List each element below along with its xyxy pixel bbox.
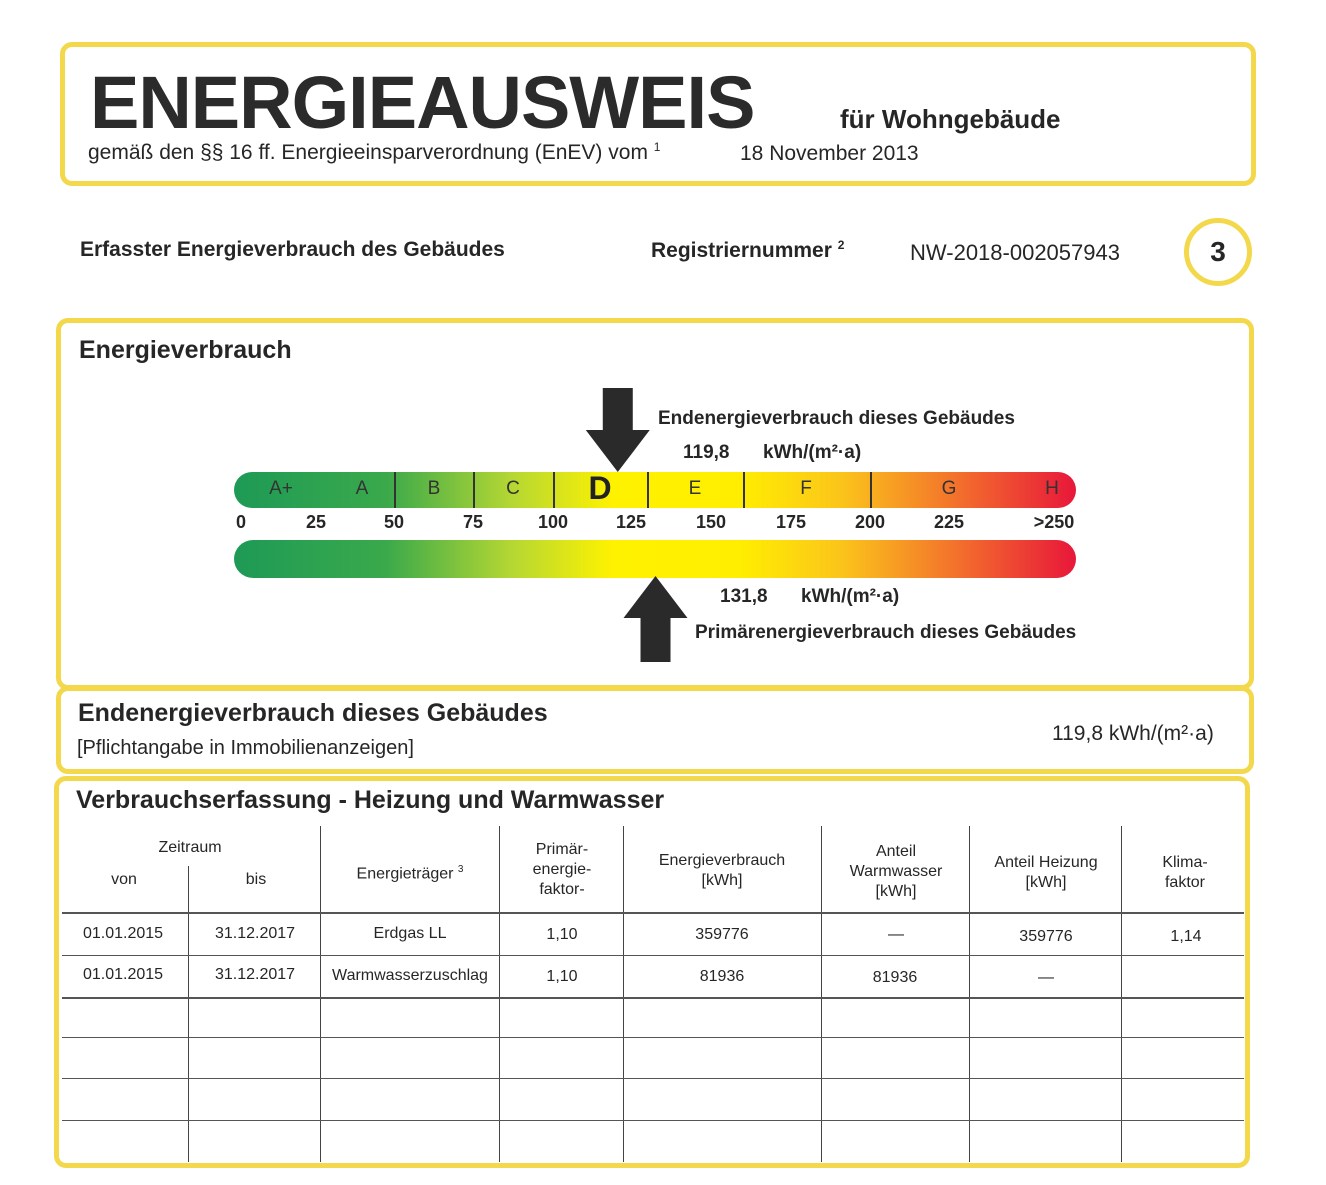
table-cell: —	[1038, 969, 1054, 986]
header-klimafaktor	[1162, 853, 1207, 893]
header-primaerenergiefaktor	[533, 840, 592, 900]
table-row-line	[62, 955, 1244, 956]
table-row-line	[62, 1078, 1244, 1079]
primary-energy-value: 131,8	[720, 586, 768, 607]
header-ww-line-1: Anteil	[875, 843, 917, 860]
table-grid-line	[1121, 826, 1122, 1162]
header-energietraeger	[357, 860, 464, 884]
table-cell: 31.12.2017	[214, 966, 296, 983]
class-separator	[870, 472, 872, 508]
footnote-1: 1	[653, 140, 661, 154]
header-verbrauch-line-2: [kWh]	[701, 872, 743, 889]
scale-tick: 125	[615, 512, 647, 532]
summary-value: 119,8 kWh/(m²·a)	[1052, 722, 1214, 745]
table-cell: 1,10	[546, 968, 578, 985]
primary-energy-label: Primärenergieverbrauch dieses Gebäudes	[695, 622, 1077, 643]
header-primaer-line-3: faktor-	[539, 881, 585, 898]
end-energy-label: Endenergieverbrauch dieses Gebäudes	[658, 408, 1015, 429]
header-primaer-line-2: energie-	[532, 861, 592, 878]
class-separator	[743, 472, 745, 508]
class-label-d: D	[588, 470, 612, 506]
table-cell: 01.01.2015	[82, 925, 164, 942]
table-grid-line	[499, 826, 500, 1162]
header-zeitraum: Zeitraum	[158, 839, 222, 856]
end-energy-unit: kWh/(m²·a)	[763, 442, 862, 463]
class-label-f: F	[800, 478, 812, 499]
class-label-e: E	[688, 478, 702, 499]
table-cell: —	[888, 926, 904, 943]
scale-tick: 150	[695, 512, 727, 532]
class-label-g: G	[941, 478, 957, 499]
header-klima-line-2: faktor	[1164, 874, 1205, 891]
table-header-line	[62, 912, 1244, 914]
page-number-badge: 3	[1184, 218, 1252, 286]
header-energieverbrauch	[659, 851, 785, 891]
energy-section-title: Energieverbrauch	[79, 336, 292, 364]
header-ww-line-2: Warmwasser	[849, 863, 943, 880]
class-label-b: B	[427, 478, 441, 499]
table-row-line	[62, 1037, 1244, 1038]
table-grid-line	[623, 826, 624, 1162]
table-grid-line	[188, 866, 189, 1162]
table-cell: 359776	[1019, 928, 1073, 945]
header-heiz-line-2: [kWh]	[1025, 874, 1067, 891]
value-scale-bar	[234, 540, 1076, 578]
header-anteil-heizung	[994, 853, 1097, 893]
table-title: Verbrauchserfassung - Heizung und Warmwasser	[76, 786, 665, 814]
table-cell: 359776	[695, 926, 749, 943]
table-cell: 81936	[872, 969, 918, 986]
class-separator	[647, 472, 649, 508]
table-cell: Warmwasserzuschlag	[332, 967, 488, 984]
scale-tick: 50	[383, 512, 405, 532]
footnote-3: 3	[457, 864, 464, 875]
registration-number: NW-2018-002057943	[910, 240, 1120, 265]
table-row-line	[62, 1120, 1244, 1121]
header-verbrauch-line-1: Energieverbrauch	[658, 852, 786, 869]
table-grid-line	[969, 826, 970, 1162]
scale-tick: 175	[775, 512, 807, 532]
document-subtitle: für Wohngebäude	[840, 104, 1061, 134]
class-label-h: H	[1045, 478, 1059, 499]
scale-tick: 100	[537, 512, 569, 532]
header-bis: bis	[245, 871, 267, 888]
legal-basis-text: gemäß den §§ 16 ff. Energieeinsparverordnung (EnEV) vom	[88, 141, 648, 164]
header-anteil-warmwasser	[850, 842, 943, 902]
scale-tick: 200	[854, 512, 886, 532]
table-cell: 1,10	[546, 926, 578, 943]
table-grid-line	[320, 826, 321, 1162]
header-ww-line-3: [kWh]	[875, 883, 917, 900]
end-energy-arrow	[586, 388, 650, 472]
scale-tick: 225	[933, 512, 965, 532]
primary-energy-arrow	[624, 576, 688, 662]
section-label: Erfasster Energieverbrauch des Gebäudes	[80, 238, 505, 261]
class-separator	[394, 472, 396, 508]
class-separator	[473, 472, 475, 508]
class-label-c: C	[506, 478, 520, 499]
table-cell: 31.12.2017	[214, 925, 296, 942]
header-klima-line-1: Klima-	[1162, 854, 1208, 871]
header-energietraeger-text: Energieträger	[356, 865, 454, 883]
class-label-a: A	[355, 478, 369, 499]
table-cell: 01.01.2015	[82, 966, 164, 983]
table-row-line	[62, 997, 1244, 999]
end-energy-value: 119,8	[683, 442, 730, 463]
table-grid-line	[821, 826, 822, 1162]
header-von: von	[111, 871, 137, 888]
class-separator	[553, 472, 555, 508]
registration-label-text: Registriernummer	[651, 239, 832, 262]
header-heiz-line-1: Anteil Heizung	[994, 854, 1098, 871]
enev-date: 18 November 2013	[740, 142, 919, 165]
scale-tick: 25	[305, 512, 327, 532]
table-cell: 81936	[699, 968, 745, 985]
summary-title: Endenergieverbrauch dieses Gebäudes	[78, 699, 548, 727]
class-label-a-plus: A+	[269, 478, 293, 499]
summary-note: [Pflichtangabe in Immobilienanzeigen]	[77, 737, 414, 759]
scale-tick: >250	[1033, 512, 1075, 532]
header-primaer-line-1: Primär-	[535, 841, 589, 858]
document-title: ENERGIEAUSWEIS	[90, 61, 755, 144]
primary-energy-unit: kWh/(m²·a)	[801, 586, 900, 607]
scale-tick: 75	[462, 512, 484, 532]
footnote-2: 2	[837, 238, 845, 252]
scale-tick: 0	[235, 512, 247, 532]
table-cell: Erdgas LL	[373, 925, 447, 942]
table-cell: 1,14	[1170, 928, 1202, 945]
